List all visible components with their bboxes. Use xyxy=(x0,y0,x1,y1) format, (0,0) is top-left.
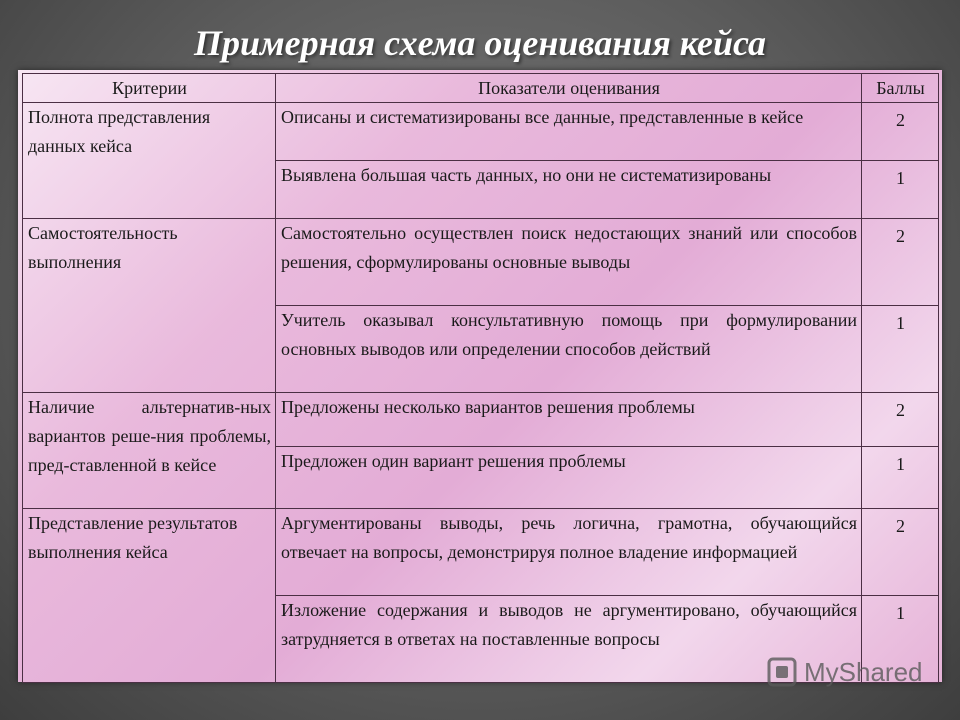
indicator-cell: Предложены несколько вариантов решения проблемы xyxy=(276,393,862,447)
indicator-cell: Изложение содержания и выводов не аргументировано, обучающийся затрудняется в ответах на поставленные вопросы xyxy=(276,596,862,683)
header-criteria: Критерии xyxy=(23,74,276,103)
points-cell: 1 xyxy=(862,306,939,393)
table-row xyxy=(23,219,939,306)
points-cell: 1 xyxy=(862,596,939,683)
criterion-cell: Полнота представления данных кейса xyxy=(23,103,276,219)
criterion-cell: Наличие альтернатив-ных вариантов реше-ния проблемы, пред-ставленной в кейсе xyxy=(23,393,276,509)
table-row xyxy=(23,103,939,161)
points-cell: 2 xyxy=(862,393,939,447)
watermark-text: MyShared xyxy=(804,657,923,687)
indicator-cell: Аргументированы выводы, речь логична, грамотна, обучающийся отвечает на вопросы, демонстрируя полное владение информацией xyxy=(276,509,862,596)
indicator-cell: Предложен один вариант решения проблемы xyxy=(276,447,862,509)
points-cell: 1 xyxy=(862,161,939,219)
watermark xyxy=(766,652,936,692)
indicator-cell: Выявлена большая часть данных, но они не систематизированы xyxy=(276,161,862,219)
slide-title: Примерная схема оценивания кейса xyxy=(193,23,767,63)
table-panel xyxy=(18,70,942,682)
header-indicators: Показатели оценивания xyxy=(276,74,862,103)
criterion-cell: Самостоятельность выполнения xyxy=(23,219,276,393)
assessment-table xyxy=(22,73,939,683)
header-points: Баллы xyxy=(862,74,939,103)
indicator-cell: Учитель оказывал консультативную помощь при формулировании основных выводов или определении способов действий xyxy=(276,306,862,393)
points-cell: 1 xyxy=(862,447,939,509)
header-row xyxy=(23,74,939,103)
table-row xyxy=(23,393,939,447)
myshared-logo-icon xyxy=(766,656,798,688)
points-cell: 2 xyxy=(862,219,939,306)
indicator-cell: Описаны и систематизированы все данные, представленные в кейсе xyxy=(276,103,862,161)
points-cell: 2 xyxy=(862,509,939,596)
indicator-cell: Самостоятельно осуществлен поиск недостающих знаний или способов решения, сформулированы основные выводы xyxy=(276,219,862,306)
table-row xyxy=(23,509,939,596)
criterion-cell: Представление результатов выполнения кейса xyxy=(23,509,276,683)
points-cell: 2 xyxy=(862,103,939,161)
